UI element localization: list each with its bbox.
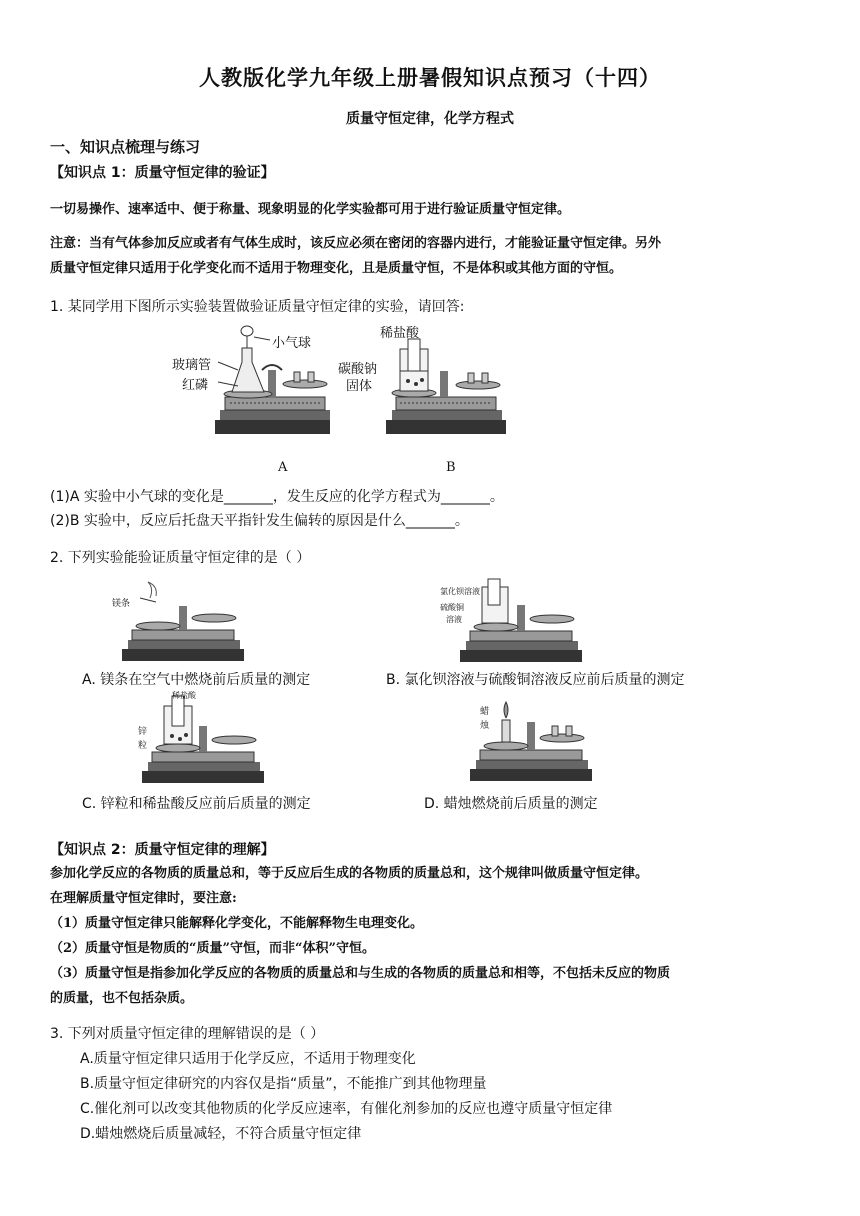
kp2-note-3-line-2: 的质量，也不包括杂质。 — [50, 991, 194, 1006]
kp1-note-line-2: 质量守恒定律只适用于化学变化而不适用于物理变化，且是质量守恒，不是体积或其他方面的守恒。 — [50, 261, 623, 276]
figure-b-caption: B — [446, 460, 456, 475]
kp1-note-line-1: 注意：当有气体参加反应或者有气体生成时，该反应必须在密闭的容器内进行，才能验证量守恒定律。另外 — [50, 236, 662, 251]
q2-option-b[interactable]: B. 氯化钡溶液与硫酸铜溶液反应前后质量的测定 — [386, 672, 685, 688]
balance-apparatus-b — [380, 335, 510, 445]
page-subtitle: 质量守恒定律，化学方程式 — [346, 111, 514, 127]
magnesium-ribbon-label: 镁条 — [112, 599, 131, 609]
kp1-paragraph-1: 一切易操作、速率适中、便于称量、现象明显的化学实验都可用于进行验证质量守恒定律。 — [50, 202, 571, 217]
knowledge-point-2-heading: 【知识点 2：质量守恒定律的理解】 — [50, 842, 275, 858]
question-2-stem: 2. 下列实验能验证质量守恒定律的是（ ） — [50, 550, 311, 566]
option-a-figure — [100, 578, 245, 662]
q2-option-d[interactable]: D. 蜡烛燃烧前后质量的测定 — [424, 796, 598, 812]
q3-option-d[interactable]: D.蜡烛燃烧后质量减轻，不符合质量守恒定律 — [80, 1126, 362, 1142]
q3-option-c[interactable]: C.催化剂可以改变其他物质的化学反应速率，有催化剂参加的反应也遵守质量守恒定律 — [80, 1101, 613, 1117]
q2-option-a[interactable]: A. 镁条在空气中燃烧前后质量的测定 — [82, 672, 311, 688]
glass-tube-label: 玻璃管 — [172, 358, 212, 373]
q3-option-b[interactable]: B.质量守恒定律研究的内容仅是指“质量”，不能推广到其他物理量 — [80, 1076, 487, 1092]
dilute-hcl-small-label: 稀盐酸 — [172, 691, 196, 700]
copper-sulfate-label: 硫酸铜 — [440, 603, 464, 612]
kp2-note-1: （1）质量守恒定律只能解释化学变化，不能解释物生电理变化。 — [50, 916, 424, 931]
kp2-definition: 参加化学反应的各物质的质量总和，等于反应后生成的各物质的质量总和，这个规律叫做质量守恒定律。 — [50, 866, 649, 881]
balloon-label: 小气球 — [272, 336, 312, 351]
zinc-label-1: 锌 — [138, 727, 148, 737]
knowledge-point-1-heading: 【知识点 1：质量守恒定律的验证】 — [50, 165, 275, 181]
question-1-sub-2: (2)B 实验中，反应后托盘天平指针发生偏转的原因是什么_______。 — [50, 513, 469, 529]
q3-option-a[interactable]: A.质量守恒定律只适用于化学反应，不适用于物理变化 — [80, 1051, 416, 1067]
kp2-note-3-line-1: （3）质量守恒是指参加化学反应的各物质的质量总和与生成的各物质的质量总和相等，不包括未反应的物质 — [50, 966, 671, 981]
question-1-stem: 1. 某同学用下图所示实验装置做验证质量守恒定律的实验，请回答: — [50, 299, 465, 315]
question-3-stem: 3. 下列对质量守恒定律的理解错误的是（ ） — [50, 1026, 325, 1042]
option-c-figure — [134, 692, 264, 784]
dilute-hcl-label: 稀盐酸 — [380, 326, 420, 341]
solid-label: 固体 — [346, 379, 373, 394]
section-heading: 一、知识点梳理与练习 — [50, 138, 201, 156]
barium-chloride-label: 氯化钡溶液 — [440, 587, 480, 596]
zinc-label-2: 粒 — [138, 741, 148, 751]
q2-option-c[interactable]: C. 锌粒和稀盐酸反应前后质量的测定 — [82, 796, 311, 812]
solution-label: 溶液 — [446, 615, 462, 624]
candle-label-1: 蜡 — [480, 707, 490, 717]
sodium-carbonate-label: 碳酸钠 — [338, 362, 378, 377]
kp2-note-2: （2）质量守恒是物质的“质量”守恒，而非“体积”守恒。 — [50, 941, 375, 956]
page-title: 人教版化学九年级上册暑假知识点预习（十四） — [199, 66, 661, 90]
question-1-sub-1: (1)A 实验中小气球的变化是_______，发生反应的化学方程式为_______。 — [50, 489, 504, 505]
figure-a-caption: A — [278, 460, 288, 475]
kp2-note-intro: 在理解质量守恒定律时，要注意: — [50, 891, 237, 906]
candle-label-2: 烛 — [480, 721, 490, 731]
red-phosphorus-label: 红磷 — [182, 378, 209, 393]
